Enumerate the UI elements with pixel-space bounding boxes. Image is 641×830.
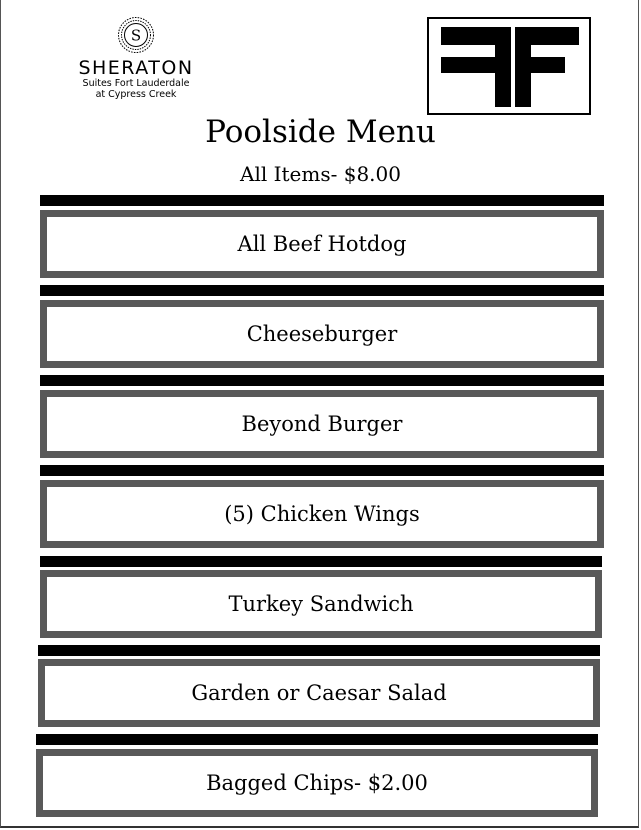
menu-item-label: Bagged Chips- $2.00 [206, 771, 428, 795]
menu-item [38, 659, 600, 727]
menu-item [40, 210, 604, 278]
menu-item [40, 390, 604, 458]
price-note: All Items- $8.00 [240, 162, 401, 186]
menu-item [40, 480, 604, 548]
brand-subtitle-line2: at Cypress Creek [95, 89, 177, 100]
menu-item-label: Turkey Sandwich [228, 592, 414, 616]
emblem-letter: S [130, 26, 142, 45]
brand-name: SHERATON [78, 57, 194, 79]
divider-bar [40, 465, 604, 476]
divider-bar [40, 195, 604, 206]
menu-item [36, 749, 598, 817]
divider-bar [40, 285, 604, 296]
menu-title: Poolside Menu [205, 114, 436, 150]
divider-bar [36, 734, 598, 745]
divider-bar [38, 645, 600, 656]
menu-item [40, 570, 602, 638]
divider-bar [40, 375, 604, 386]
divider-bar [40, 556, 602, 567]
brand-subtitle-line1: Suites Fort Lauderdale [82, 78, 190, 89]
menu-item-label: All Beef Hotdog [237, 232, 407, 256]
menu-item-label: Cheeseburger [246, 322, 398, 346]
menu-item-label: Garden or Caesar Salad [191, 681, 447, 705]
menu-item-label: Beyond Burger [241, 412, 403, 436]
menu-item-label: (5) Chicken Wings [224, 502, 420, 526]
menu-item [40, 300, 604, 368]
